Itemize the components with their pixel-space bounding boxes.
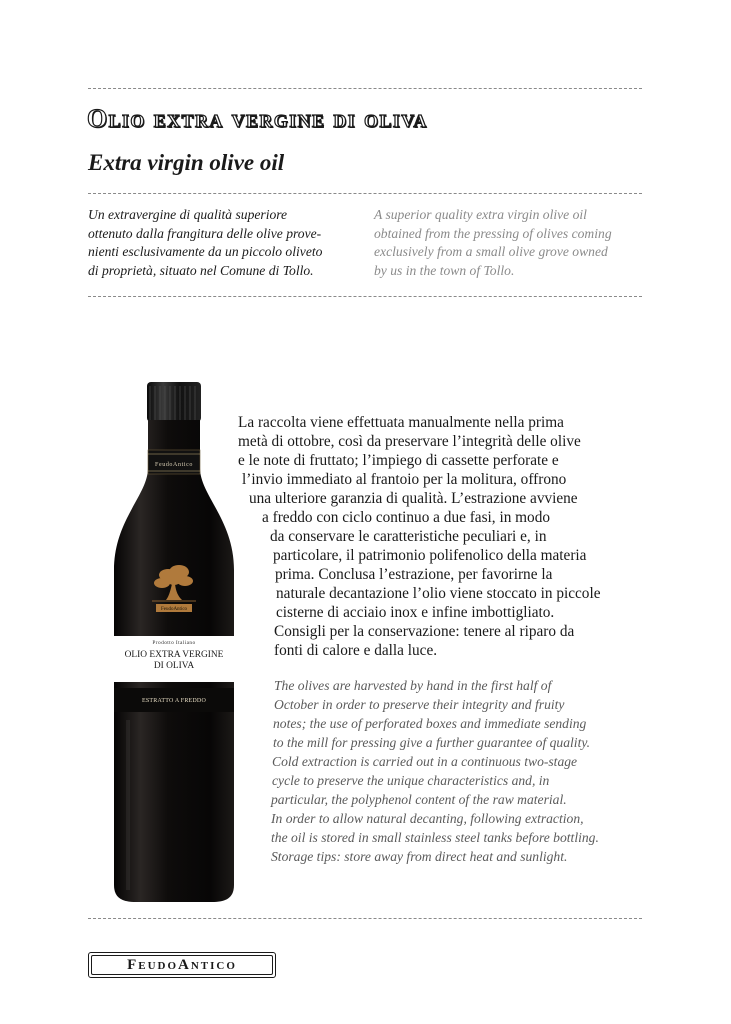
description-english-line: the oil is stored in small stainless steel tanks before bottling. [271,830,599,845]
intro-italian-line: di proprietà, situato nel Comune di Tollo. [88,262,314,278]
intro-english [374,206,642,280]
description-italian-line: prima. Conclusa l’estrazione, per favorirne la [275,566,553,583]
description-english-line: In order to allow natural decanting, following extraction, [271,811,584,826]
description-italian-line: naturale decantazione l’olio viene stoccato in piccole [276,585,601,602]
description-english-line: October in order to preserve their integrity and fruity [274,697,565,712]
intro-italian-line: Un extravergine di qualità superiore [88,207,288,222]
description-italian-line: da conservare le caratteristiche peculiari e, in [270,528,547,545]
olive-oil-bottle-image [112,380,236,905]
description-english-line: particular, the polyphenol content of the raw material. [271,792,567,807]
description-english-line: Storage tips: store away from direct heat and sunlight. [271,849,568,864]
intro-italian-line: ottenuto dalla frangitura delle olive prove- [88,225,322,241]
brand-badge: FeudoAntico [160,607,188,612]
description-italian-line: fonti di calore e dalla luce. [274,642,438,659]
page-title: Olio extra vergine di oliva [87,104,428,133]
description-italian-line: a freddo con ciclo continuo a due fasi, in modo [262,509,551,526]
method-label: ESTRATTO A FREDDO [142,698,206,704]
product-name-line-2: DI OLIVA [153,661,195,671]
description-italian-line: cisterne di acciaio inox e infine imbottigliato. [276,604,555,621]
title-divider [88,193,642,194]
intro-english-line: exclusively from a small olive grove owned [374,244,608,260]
intro-divider [88,296,642,297]
description-italian-line: metà di ottobre, così da preservare l’integrità delle olive [238,433,581,450]
product-name-line-1: OLIO EXTRA VERGINE [124,650,224,660]
description-italian-line: l’invio immediato al frantoio per la molitura, offrono [242,471,567,488]
intro-english-line: A superior quality extra virgin olive oil [374,207,587,222]
description-english-line: notes; the use of perforated boxes and immediate sending [273,716,587,731]
description-english-line: cycle to preserve the unique characteristics and, in [272,773,550,788]
feudo-antico-logo [88,952,276,978]
description-italian-line: particolare, il patrimonio polifenolico della materia [273,547,587,564]
origin-label: Prodotto Italiano [152,640,196,646]
intro-english-line: by us in the town of Tollo. [374,262,515,278]
description-english-line: to the mill for pressing give a further guarantee of quality. [273,735,591,750]
top-divider [88,88,642,89]
neck-label: FeudoAntico [155,462,193,468]
logo-text: FeudoAntico [127,956,237,973]
intro-italian [88,206,362,280]
description-italian-line: Consigli per la conservazione: tenere al riparo da [274,623,575,640]
intro-italian-line: nienti esclusivamente da un piccolo oliveto [88,244,323,260]
description-italian-line: La raccolta viene effettuata manualmente nella prima [238,414,564,431]
description-english-line: The olives are harvested by hand in the first half of [274,678,552,693]
description-english-line: Cold extraction is carried out in a continuous two-stage [272,754,578,769]
intro-english-line: obtained from the pressing of olives coming [374,225,612,241]
description-italian-line: una ulteriore garanzia di qualità. L’estrazione avviene [249,490,578,507]
bottom-divider [88,918,642,919]
description-italian-line: e le note di fruttato; l’impiego di cassette perforate e [238,452,559,469]
page-subtitle: Extra virgin olive oil [88,150,285,175]
